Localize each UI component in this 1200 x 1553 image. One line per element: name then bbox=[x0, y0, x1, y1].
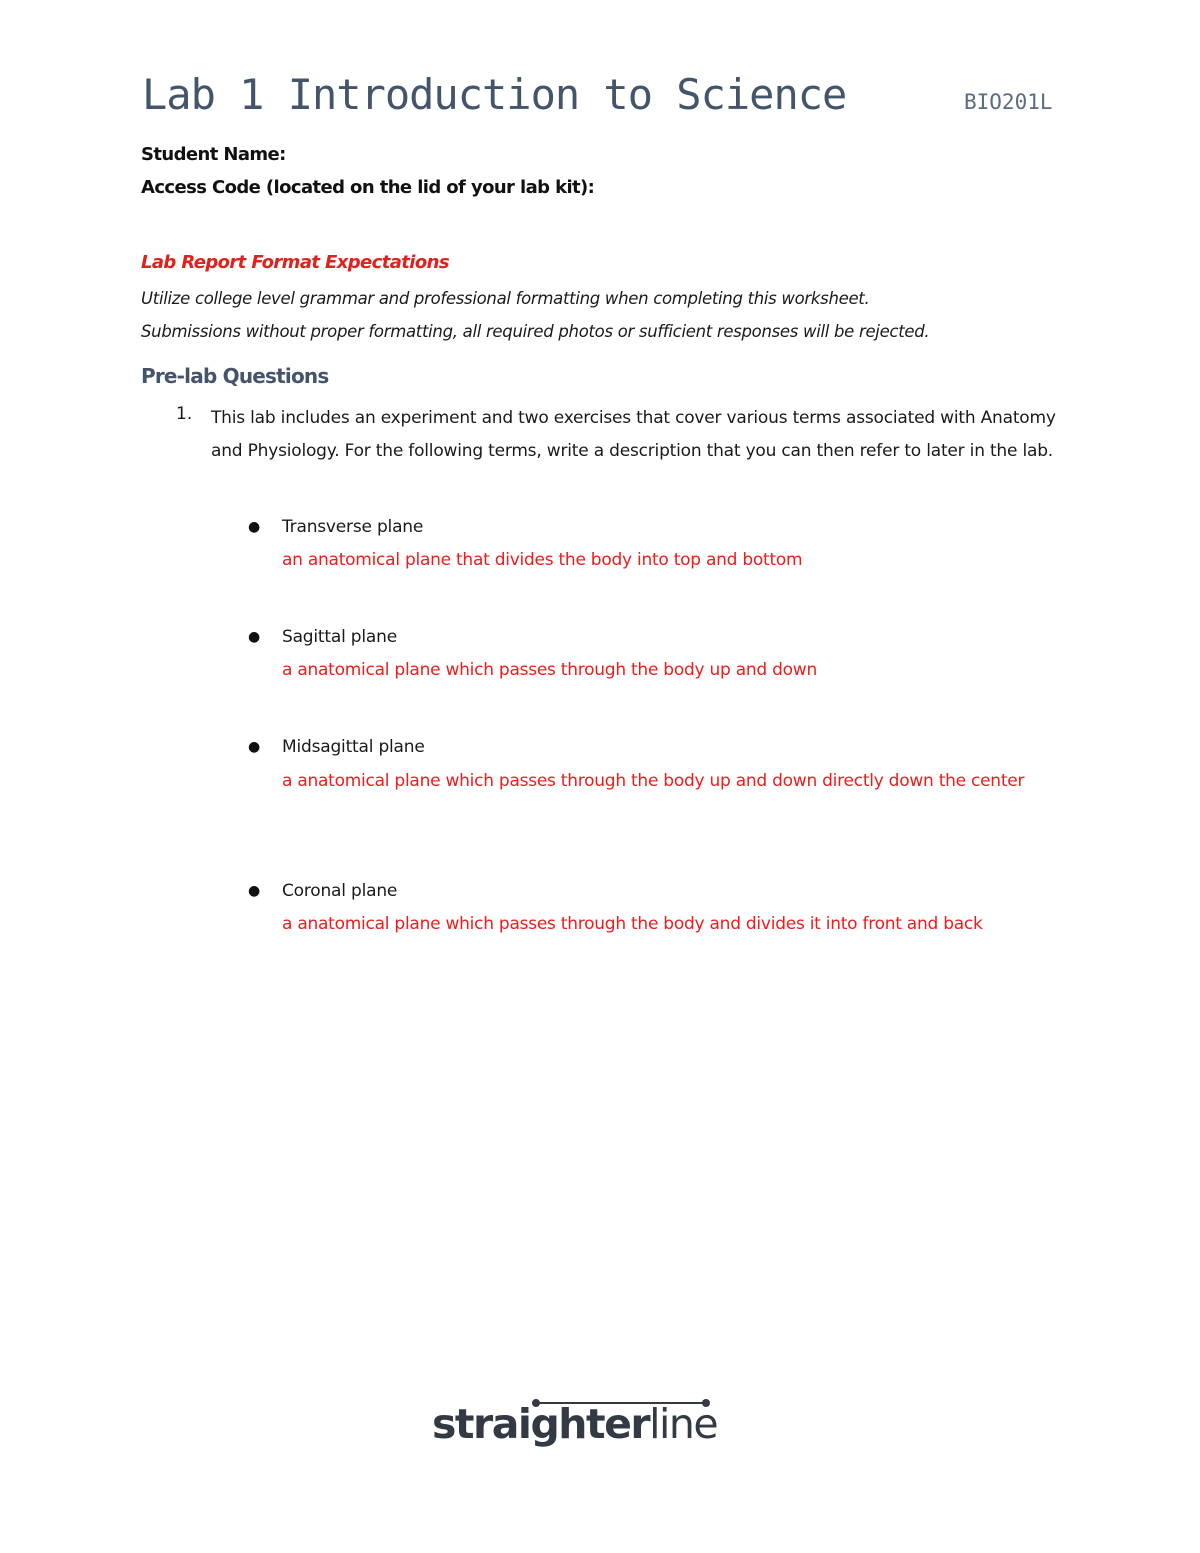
prelab-heading: Pre-lab Questions bbox=[141, 364, 329, 388]
logo-wordmark bbox=[432, 1400, 717, 1448]
format-expectations-heading: Lab Report Format Expectations bbox=[141, 252, 449, 273]
term-label: Coronal plane bbox=[282, 881, 398, 901]
logo-text-light: line bbox=[649, 1400, 718, 1448]
format-instruction-line-2: Submissions without proper formatting, all required photos or sufficient responses will be rejected. bbox=[141, 322, 930, 341]
question-number: 1. bbox=[176, 404, 193, 424]
bullet-icon: ● bbox=[248, 629, 261, 645]
straighterline-logo bbox=[432, 1396, 762, 1466]
term-answer: a anatomical plane which passes through the body up and down bbox=[282, 660, 817, 680]
term-label: Midsagittal plane bbox=[282, 737, 425, 757]
bullet-icon: ● bbox=[248, 739, 261, 755]
student-name-label: Student Name: bbox=[141, 144, 286, 165]
term-answer: a anatomical plane which passes through the body and divides it into front and back bbox=[282, 914, 983, 934]
access-code-label: Access Code (located on the lid of your lab kit): bbox=[141, 177, 595, 198]
bullet-icon: ● bbox=[248, 883, 261, 899]
bullet-icon: ● bbox=[248, 519, 261, 535]
term-label: Transverse plane bbox=[282, 517, 424, 537]
term-answer: a anatomical plane which passes through the body up and down directly down the center bbox=[282, 771, 1025, 791]
logo-text-bold: straighter bbox=[432, 1400, 650, 1448]
document-title: Lab 1 Introduction to Science bbox=[142, 70, 847, 119]
term-answer: an anatomical plane that divides the body into top and bottom bbox=[282, 550, 803, 570]
format-instruction-line-1: Utilize college level grammar and professional formatting when completing this worksheet. bbox=[141, 289, 870, 308]
term-label: Sagittal plane bbox=[282, 627, 397, 647]
question-text: This lab includes an experiment and two exercises that cover various terms associated with Anatomy and Physiology. For the following terms, write a description that you can then refer to later in the lab. bbox=[211, 408, 1056, 461]
course-code: BIO201L bbox=[964, 90, 1053, 114]
